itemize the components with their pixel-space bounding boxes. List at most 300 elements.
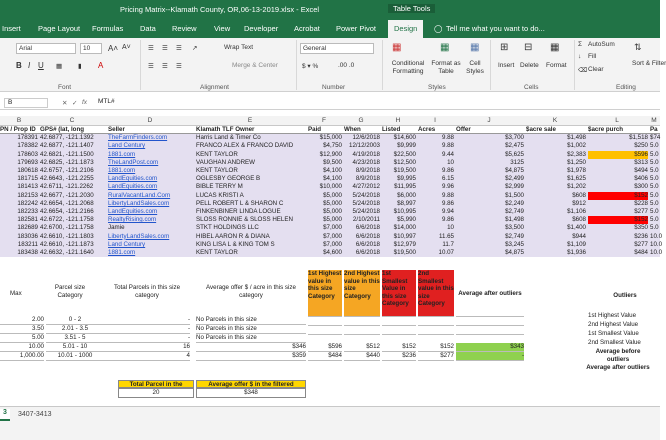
table-cell[interactable]: STKT HOLDINGS LLC <box>196 224 259 232</box>
table-cell[interactable]: 178391 <box>17 134 38 142</box>
table-cell[interactable]: LandEquities.com <box>108 183 158 191</box>
summary-cell[interactable]: - <box>104 316 190 325</box>
underline-button[interactable]: U <box>38 61 44 70</box>
table-cell[interactable]: $494 <box>634 167 648 174</box>
delete-cells-icon[interactable]: ⊟ <box>524 42 533 53</box>
table-cell[interactable]: VAUGHAN ANDREW <box>196 158 256 166</box>
table-cell[interactable]: 5.0 <box>650 191 659 199</box>
table-cell[interactable]: 5.0 <box>650 158 659 166</box>
table-cell[interactable]: 1881.com <box>108 167 136 174</box>
table-cell[interactable]: $3,700 <box>505 134 524 142</box>
summary-cell[interactable] <box>344 334 380 335</box>
table-header-cell[interactable]: Acres <box>418 126 436 133</box>
table-cell[interactable]: $4,875 <box>505 249 524 256</box>
table-cell[interactable]: $14,600 <box>393 134 416 142</box>
summary-cell[interactable]: $596 <box>308 343 342 352</box>
summary-cell[interactable]: 0 - 2 <box>46 316 104 325</box>
summary-cell[interactable]: 16 <box>104 343 190 352</box>
summary-cell[interactable]: No Parcels in this size <box>196 316 306 325</box>
summary-cell[interactable]: No Parcels in this size <box>196 325 306 334</box>
tell-me-search[interactable]: Tell me what you want to do... <box>446 24 545 33</box>
table-cell[interactable]: $152 <box>588 216 648 224</box>
table-cell[interactable]: $236 <box>634 232 648 240</box>
table-cell[interactable]: TheLandPost.com <box>108 158 159 166</box>
autosum-button[interactable]: AutoSum <box>588 41 615 48</box>
fill-icon[interactable]: ↓ <box>578 53 582 60</box>
table-cell[interactable]: $5,625 <box>505 150 524 158</box>
table-cell[interactable]: $4,600 <box>323 249 342 256</box>
table-cell[interactable]: $12,500 <box>393 158 416 166</box>
table-cell[interactable]: 182233 <box>17 208 38 215</box>
table-cell[interactable]: 1881.com <box>108 150 136 158</box>
table-cell[interactable]: $9,999 <box>397 142 416 150</box>
italic-button[interactable]: I <box>28 61 31 70</box>
table-cell[interactable]: 42.6654, -121.2068 <box>40 199 94 207</box>
font-color-icon[interactable]: A <box>98 61 104 70</box>
summary-cell[interactable]: $359 <box>196 352 306 361</box>
tab-power-pivot[interactable]: Power Pivot <box>336 24 377 33</box>
table-cell[interactable]: $1,498 <box>505 216 524 224</box>
column-header[interactable]: E <box>247 117 253 124</box>
table-cell[interactable]: BIBLE TERRY M <box>196 183 243 191</box>
table-cell[interactable]: $1,625 <box>567 175 586 183</box>
font-name-select[interactable]: Arial <box>16 43 76 54</box>
table-cell[interactable]: 183438 <box>17 249 38 256</box>
table-cell[interactable]: 182689 <box>17 224 38 232</box>
tab-review[interactable]: Review <box>172 24 197 33</box>
table-cell[interactable]: $228 <box>634 199 648 207</box>
autosum-icon[interactable]: Σ <box>578 41 583 48</box>
summary-cell[interactable]: 1,000.00 <box>0 352 44 361</box>
table-cell[interactable]: 178603 <box>17 150 38 158</box>
table-cell[interactable]: 1881.com <box>108 249 136 256</box>
fill-color-icon[interactable]: ▮ <box>78 63 82 70</box>
table-cell[interactable]: $300 <box>634 183 648 191</box>
table-cell[interactable]: FRANCO ALEX & FRANCO DAVID <box>196 142 294 150</box>
wrap-text-button[interactable]: Wrap Text <box>224 44 254 51</box>
conditional-formatting-icon[interactable]: ▦ <box>392 42 402 53</box>
summary-cell[interactable] <box>382 334 416 335</box>
table-cell[interactable]: $4,750 <box>323 142 342 150</box>
sort-filter-icon[interactable]: ⇅ <box>634 42 642 52</box>
table-cell[interactable]: 178382 <box>17 142 38 150</box>
table-cell[interactable]: $277 <box>634 208 648 215</box>
table-cell[interactable]: 42.6643, -121.2255 <box>40 175 94 183</box>
table-header-cell[interactable]: $acre sale <box>526 126 556 133</box>
table-cell[interactable]: 42.6877, -121.1407 <box>40 142 94 150</box>
table-header-cell[interactable]: Listed <box>382 126 401 133</box>
table-cell[interactable]: $2,249 <box>505 199 524 207</box>
table-cell[interactable]: 5.0 <box>650 183 659 191</box>
format-as-table-button[interactable]: Format as Table <box>431 60 461 75</box>
table-cell[interactable]: $7,000 <box>323 232 342 240</box>
table-header-cell[interactable]: When <box>344 126 361 133</box>
summary-cell[interactable] <box>382 325 416 326</box>
table-cell[interactable]: 5/24/2018 <box>352 208 380 215</box>
table-cell[interactable]: 10.0 <box>650 232 663 240</box>
cancel-icon[interactable]: ✕ <box>62 100 68 107</box>
table-cell[interactable]: RealtyRising.com <box>108 216 157 224</box>
table-cell[interactable]: 6/6/2018 <box>355 232 380 240</box>
column-header[interactable]: M <box>651 117 657 124</box>
table-cell[interactable]: $608 <box>572 216 586 224</box>
table-cell[interactable]: LibertyLandSales.com <box>108 199 170 207</box>
table-cell[interactable]: $7,000 <box>323 224 342 232</box>
table-cell[interactable]: $74 <box>650 134 661 142</box>
summary-cell[interactable]: 3.50 <box>0 325 44 334</box>
insert-cells-button[interactable]: Insert <box>498 62 515 69</box>
table-cell[interactable]: $19,500 <box>393 167 416 174</box>
table-cell[interactable]: 6.15 <box>441 175 454 183</box>
table-cell[interactable]: $12,900 <box>319 150 342 158</box>
summary-cell[interactable] <box>382 316 416 317</box>
summary-cell[interactable]: 5.00 <box>0 334 44 343</box>
table-cell[interactable]: 42.6677, -121.2030 <box>40 191 94 199</box>
table-cell[interactable]: 10 <box>447 224 454 232</box>
table-cell[interactable]: $8,997 <box>397 199 416 207</box>
cell-styles-button[interactable]: Cell Styles <box>466 60 484 75</box>
delete-cells-button[interactable]: Delete <box>520 62 539 69</box>
summary-cell[interactable]: $236 <box>382 352 416 361</box>
table-cell[interactable]: 42.6877, -121.1392 <box>40 134 94 142</box>
table-cell[interactable]: 182153 <box>17 191 38 199</box>
table-cell[interactable]: $4,100 <box>323 167 342 174</box>
summary-cell[interactable]: - <box>456 352 524 361</box>
insert-cells-icon[interactable]: ⊞ <box>500 42 509 53</box>
table-cell[interactable]: 183211 <box>17 240 38 248</box>
summary-cell[interactable] <box>456 325 524 326</box>
table-header-cell[interactable]: PN / Prop ID <box>0 126 36 133</box>
table-cell[interactable]: $350 <box>634 224 648 232</box>
table-cell[interactable]: 181413 <box>17 183 38 191</box>
increase-font-icon[interactable]: A˄ <box>108 44 119 53</box>
tab-formulas[interactable]: Formulas <box>92 24 124 33</box>
summary-cell[interactable]: 2.00 <box>0 316 44 325</box>
table-cell[interactable]: $608 <box>572 191 586 199</box>
table-cell[interactable]: $406 <box>634 175 648 183</box>
table-cell[interactable]: $313 <box>634 158 648 166</box>
cell-styles-icon[interactable]: ▦ <box>470 42 480 53</box>
table-cell[interactable]: KING LISA L & KING TOM S <box>196 240 275 248</box>
table-cell[interactable]: $1,400 <box>567 224 586 232</box>
table-cell[interactable]: KENT TAYLOR <box>196 150 238 158</box>
summary-cell[interactable]: 2.01 - 3.5 <box>46 325 104 334</box>
format-cells-icon[interactable]: ▦ <box>550 42 560 53</box>
table-cell[interactable]: KENT TAYLOR <box>196 249 238 256</box>
table-header-cell[interactable]: GPS# (lat, long <box>40 126 85 133</box>
table-cell[interactable]: FINKENBINER LINDA LOGUE <box>196 208 281 215</box>
column-header[interactable]: G <box>358 117 364 124</box>
table-cell[interactable]: 8/9/2018 <box>355 175 380 183</box>
table-cell[interactable]: $5,990 <box>397 216 416 224</box>
formula-input[interactable]: MTL# <box>98 98 115 105</box>
table-cell[interactable]: 5.0 <box>650 208 659 215</box>
table-cell[interactable]: $7,000 <box>323 240 342 248</box>
table-cell[interactable]: $596 <box>588 151 648 159</box>
table-cell[interactable]: Land Century <box>108 142 146 150</box>
table-cell[interactable]: 42.6654, -121.2166 <box>40 208 94 215</box>
table-cell[interactable]: 6/6/2018 <box>355 240 380 248</box>
summary-cell[interactable]: 5.01 - 10 <box>46 343 104 352</box>
table-cell[interactable]: LandEquities.com <box>108 175 158 183</box>
summary-cell[interactable]: 3.51 - 5 <box>46 334 104 343</box>
table-cell[interactable]: 42.6825, -121.1873 <box>40 158 94 166</box>
tab-insert[interactable]: Insert <box>2 24 21 33</box>
summary-cell[interactable]: $440 <box>344 352 380 361</box>
table-cell[interactable]: TheFarmFinders.com <box>108 134 168 142</box>
summary-cell[interactable] <box>308 316 342 317</box>
table-cell[interactable]: $1,500 <box>505 191 524 199</box>
column-header[interactable]: B <box>16 117 22 124</box>
table-cell[interactable]: 10.0 <box>650 240 663 248</box>
table-cell[interactable]: 42.6610, -121.1873 <box>40 240 94 248</box>
table-cell[interactable]: $4,100 <box>323 175 342 183</box>
summary-cell[interactable]: No Parcels in this size <box>196 334 306 343</box>
table-cell[interactable]: RuralVacantLand.Com <box>108 191 171 199</box>
table-cell[interactable]: 9.86 <box>441 199 454 207</box>
table-cell[interactable]: SLOSS RONNIE & SLOSS HELEN <box>196 216 293 224</box>
summary-cell[interactable] <box>308 334 342 335</box>
table-cell[interactable]: LibertyLandSales.com <box>108 232 170 240</box>
align-top-icon[interactable]: ☰ <box>148 45 154 52</box>
table-cell[interactable]: $9,500 <box>323 158 342 166</box>
summary-cell[interactable]: $152 <box>418 343 454 352</box>
table-cell[interactable]: $277 <box>634 240 648 248</box>
table-cell[interactable]: $152 <box>588 192 648 200</box>
table-cell[interactable]: $4,875 <box>505 167 524 174</box>
table-cell[interactable]: $1,250 <box>567 158 586 166</box>
table-cell[interactable]: $1,002 <box>567 142 586 150</box>
table-header-cell[interactable]: $acre purch <box>588 126 624 133</box>
table-cell[interactable]: 5/24/2018 <box>352 191 380 199</box>
table-cell[interactable]: $2,499 <box>505 175 524 183</box>
table-cell[interactable]: 42.6722, -121.1758 <box>40 216 94 224</box>
table-cell[interactable]: $11,995 <box>394 183 416 191</box>
table-cell[interactable]: OGLESBY GEORGE B <box>196 175 261 183</box>
table-cell[interactable]: 9.44 <box>441 150 454 158</box>
format-cells-button[interactable]: Format <box>546 62 567 69</box>
table-cell[interactable]: $1,518 <box>629 134 648 142</box>
table-cell[interactable]: 2/10/2011 <box>352 216 380 224</box>
align-left-icon[interactable]: ☰ <box>148 63 154 70</box>
decimal-icon[interactable]: .00 .0 <box>338 62 355 69</box>
eraser-icon[interactable]: ⌫ <box>578 67 588 74</box>
table-cell[interactable]: $2,749 <box>505 208 524 215</box>
table-cell[interactable]: 9.88 <box>441 191 454 199</box>
sort-filter-button[interactable]: Sort & Filter <box>632 60 666 67</box>
table-cell[interactable]: 6/6/2018 <box>355 224 380 232</box>
table-cell[interactable]: $5,000 <box>323 191 342 199</box>
summary-cell[interactable]: 4 <box>104 352 190 361</box>
table-cell[interactable]: $1,936 <box>567 249 586 256</box>
fill-button[interactable]: Fill <box>588 53 597 60</box>
table-cell[interactable]: 42.6700, -121.1758 <box>40 224 94 232</box>
column-header[interactable]: D <box>147 117 153 124</box>
table-cell[interactable]: 10 <box>447 158 454 166</box>
summary-cell[interactable] <box>418 316 454 317</box>
table-cell[interactable]: $1,106 <box>567 208 586 215</box>
table-cell[interactable]: 5.0 <box>650 216 659 224</box>
table-cell[interactable]: $3,245 <box>505 240 524 248</box>
table-cell[interactable]: 9.88 <box>441 134 454 142</box>
currency-icon[interactable]: $ ▾ % <box>302 63 319 70</box>
summary-cell[interactable]: 10.00 <box>0 343 44 352</box>
column-header[interactable]: L <box>615 117 619 124</box>
table-cell[interactable]: $2,749 <box>505 232 524 240</box>
summary-cell[interactable]: $277 <box>418 352 454 361</box>
summary-cell[interactable] <box>418 334 454 335</box>
table-cell[interactable]: 9.88 <box>441 142 454 150</box>
table-cell[interactable]: 5.0 <box>650 224 659 232</box>
table-header-cell[interactable]: Seller <box>108 126 125 133</box>
table-cell[interactable]: 9.86 <box>441 167 454 174</box>
name-box[interactable]: B <box>4 98 48 108</box>
table-cell[interactable]: $2,475 <box>505 142 524 150</box>
table-cell[interactable]: 179693 <box>17 158 38 166</box>
table-cell[interactable]: 11.7 <box>442 240 454 248</box>
table-cell[interactable]: 9.94 <box>441 208 454 215</box>
table-cell[interactable]: $484 <box>634 249 648 256</box>
column-header[interactable]: I <box>434 117 436 124</box>
format-as-table-icon[interactable]: ▦ <box>440 42 450 53</box>
summary-cell[interactable]: $346 <box>196 343 306 352</box>
table-cell[interactable]: KENT TAYLOR <box>196 167 238 174</box>
table-cell[interactable]: LandEquities.com <box>108 208 158 215</box>
table-cell[interactable]: 42.6757, -121.2106 <box>40 167 94 174</box>
table-cell[interactable]: $5,000 <box>323 199 342 207</box>
table-cell[interactable]: $250 <box>634 142 648 150</box>
summary-cell[interactable] <box>418 325 454 326</box>
column-header[interactable]: K <box>552 117 558 124</box>
summary-cell[interactable]: - <box>104 325 190 334</box>
table-cell[interactable]: 5.0 <box>650 167 659 174</box>
borders-icon[interactable]: ▦ <box>56 63 63 70</box>
table-header-cell[interactable]: Pa <box>650 126 658 133</box>
tab-page-layout[interactable]: Page Layout <box>38 24 81 33</box>
table-cell[interactable]: $1,978 <box>567 167 586 174</box>
column-header[interactable]: F <box>322 117 326 124</box>
table-cell[interactable]: $19,500 <box>393 249 416 256</box>
table-cell[interactable]: 8/9/2018 <box>355 167 380 174</box>
table-cell[interactable]: 5/24/2018 <box>352 199 380 207</box>
table-cell[interactable]: 182581 <box>17 216 38 224</box>
table-cell[interactable]: PELL ROBERT L & SHARON C <box>196 199 284 207</box>
table-cell[interactable]: 10.0 <box>650 249 663 256</box>
table-cell[interactable]: 5.0 <box>650 150 659 158</box>
table-cell[interactable]: 42.6632, -121.1640 <box>40 249 94 256</box>
table-cell[interactable]: $15,000 <box>319 134 342 142</box>
table-cell[interactable]: $1,109 <box>567 240 586 248</box>
table-cell[interactable]: $10,995 <box>393 208 416 215</box>
conditional-formatting-button[interactable]: Conditional Formatting <box>391 60 425 75</box>
table-cell[interactable]: $5,000 <box>323 216 342 224</box>
decrease-font-icon[interactable]: A˅ <box>122 44 131 51</box>
summary-cell[interactable] <box>308 325 342 326</box>
column-header[interactable]: H <box>395 117 401 124</box>
table-cell[interactable]: $2,999 <box>505 183 524 191</box>
align-bottom-icon[interactable]: ☰ <box>176 45 182 52</box>
number-format-select[interactable]: General <box>300 43 374 54</box>
tab-data[interactable]: Data <box>140 24 156 33</box>
table-cell[interactable]: 42.6711, -121.2262 <box>40 183 94 191</box>
table-header-cell[interactable]: Paid <box>308 126 322 133</box>
table-cell[interactable]: 42.6821, -121.1500 <box>40 150 94 158</box>
table-cell[interactable]: 181715 <box>17 175 38 183</box>
summary-cell[interactable]: $512 <box>344 343 380 352</box>
table-cell[interactable]: $12,979 <box>393 240 416 248</box>
table-cell[interactable]: 6/6/2018 <box>355 249 380 256</box>
table-cell[interactable]: $6,000 <box>397 191 416 199</box>
orientation-icon[interactable]: ↗ <box>192 45 198 52</box>
enter-icon[interactable]: ✓ <box>72 100 78 107</box>
align-middle-icon[interactable]: ☰ <box>162 45 168 52</box>
summary-cell[interactable] <box>344 316 380 317</box>
clear-button[interactable]: Clear <box>588 66 604 73</box>
table-cell[interactable]: $1,498 <box>567 134 586 142</box>
align-center-icon[interactable]: ☰ <box>162 63 168 70</box>
table-cell[interactable]: 9.86 <box>441 216 454 224</box>
column-header[interactable]: J <box>487 117 491 124</box>
table-cell[interactable]: HIBEL AARON R & DIANA <box>196 232 270 240</box>
table-cell[interactable]: $22,500 <box>393 150 416 158</box>
tab-view[interactable]: View <box>214 24 231 33</box>
table-cell[interactable]: 5.0 <box>650 175 659 183</box>
align-right-icon[interactable]: ☰ <box>176 63 182 70</box>
bold-button[interactable]: B <box>16 61 22 70</box>
table-cell[interactable]: 5.0 <box>650 142 659 150</box>
summary-cell[interactable] <box>456 334 524 335</box>
table-header-cell[interactable]: Klamath TLF Owner <box>196 126 255 133</box>
table-cell[interactable]: 9.96 <box>441 183 454 191</box>
summary-cell[interactable]: 10.01 - 1000 <box>46 352 104 361</box>
table-cell[interactable]: 5.0 <box>650 199 659 207</box>
table-cell[interactable]: $944 <box>572 232 586 240</box>
table-cell[interactable]: 42.6610, -121.1803 <box>40 232 94 240</box>
table-cell[interactable]: Harris Land & Timer Co <box>196 134 261 142</box>
table-cell[interactable]: Land Century <box>108 240 146 248</box>
summary-cell[interactable] <box>456 316 524 317</box>
sheet-tab[interactable]: 3407-3413 <box>18 411 52 418</box>
table-cell[interactable]: $5,000 <box>323 208 342 215</box>
table-cell[interactable]: 10.07 <box>438 249 454 256</box>
table-cell[interactable]: 4/23/2018 <box>352 158 380 166</box>
summary-cell[interactable]: $152 <box>382 343 416 352</box>
tab-developer[interactable]: Developer <box>244 24 279 33</box>
table-cell[interactable]: 12/6/2018 <box>352 134 380 142</box>
summary-cell[interactable]: $484 <box>308 352 342 361</box>
merge-center-button[interactable]: Merge & Center <box>232 62 278 69</box>
table-cell[interactable]: $2,383 <box>567 150 586 158</box>
table-cell[interactable]: $10,000 <box>319 183 342 191</box>
font-size-select[interactable]: 10 <box>80 43 102 54</box>
table-cell[interactable]: LUCAS KRISTI A <box>196 191 244 199</box>
table-cell[interactable]: $1,202 <box>567 183 586 191</box>
table-cell[interactable]: Jamie <box>108 224 125 232</box>
table-cell[interactable]: 3125 <box>510 158 524 166</box>
table-cell[interactable]: 11.65 <box>438 232 454 240</box>
column-header[interactable]: C <box>69 117 75 124</box>
table-cell[interactable]: $3,500 <box>505 224 524 232</box>
table-cell[interactable]: $10,997 <box>393 232 416 240</box>
table-cell[interactable]: 12/12/2003 <box>349 142 380 150</box>
table-cell[interactable]: 180618 <box>17 167 38 174</box>
table-cell[interactable]: 183036 <box>17 232 38 240</box>
table-cell[interactable]: $14,000 <box>393 224 416 232</box>
table-cell[interactable]: $912 <box>572 199 586 207</box>
summary-cell[interactable]: $343 <box>456 343 524 352</box>
tab-acrobat[interactable]: Acrobat <box>294 24 320 33</box>
summary-cell[interactable]: - <box>104 334 190 343</box>
